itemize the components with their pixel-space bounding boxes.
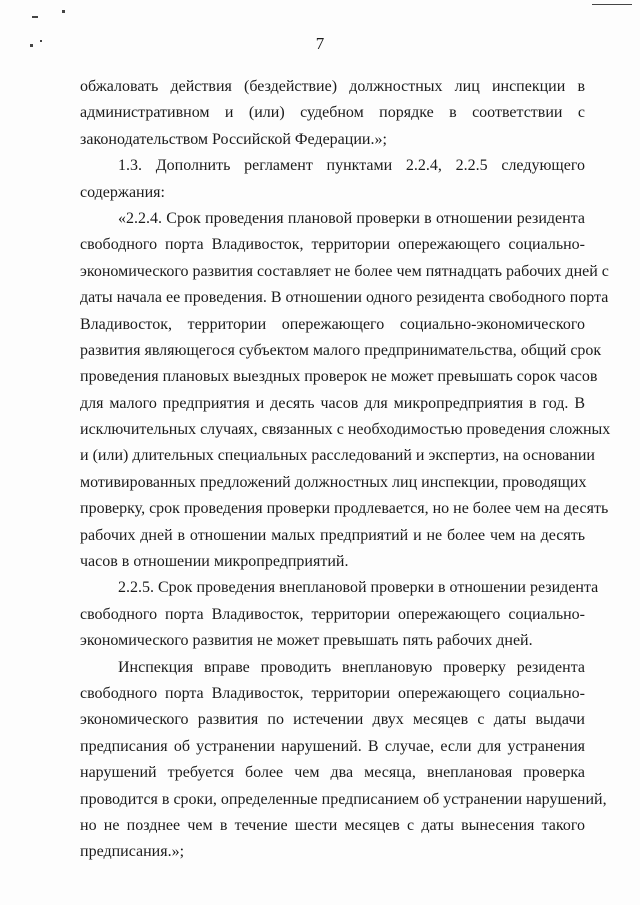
- text-line: рабочих дней в отношении малых предприятий и не более чем на десять: [80, 526, 585, 544]
- text-line: законодательством Российской Федерации.»;: [80, 130, 387, 148]
- text-line: свободного порта Владивосток, территории опережающего социально-: [80, 684, 585, 702]
- text-line: 1.3. Дополнить регламент пунктами 2.2.4, 2.2.5 следующего: [118, 157, 585, 175]
- text-line: часов в отношении микропредприятий.: [80, 553, 349, 571]
- page-number: 7: [315, 34, 325, 53]
- body-text: [80, 74, 611, 866]
- text-line: проведения плановых выездных проверок не может превышать сорок часов: [80, 368, 598, 386]
- scan-artifact: [62, 10, 65, 13]
- text-line: «2.2.4. Срок проведения плановой проверки в отношении резидента: [118, 209, 585, 227]
- text-line: даты начала ее проведения. В отношении одного резидента свободного порта: [80, 289, 609, 307]
- text-line: административном и (или) судебном порядке в соответствии с: [80, 104, 585, 122]
- text-line: свободного порта Владивосток, территории опережающего социально-: [80, 236, 585, 254]
- text-line: экономического развития не может превышать пять рабочих дней.: [80, 632, 533, 650]
- scan-artifact: [32, 16, 38, 18]
- text-line: 2.2.5. Срок проведения внеплановой проверки в отношении резидента: [118, 579, 599, 597]
- text-line: проводится в сроки, определенные предписанием об устранении нарушений,: [80, 790, 607, 808]
- text-line: проверку, срок проведения проверки продлевается, но не более чем на десять: [80, 500, 609, 518]
- scan-artifact: [592, 4, 632, 5]
- text-line: Владивосток, территории опережающего социально-экономического: [80, 315, 585, 333]
- text-line: предписания об устранении нарушений. В случае, если для устранения: [80, 737, 585, 755]
- text-line: нарушений требуется более чем два месяца, внеплановая проверка: [80, 764, 585, 782]
- text-line: мотивированных предложений должностных лиц инспекции, проводящих: [80, 473, 587, 491]
- text-line: развития являющегося субъектом малого предпринимательства, общий срок: [80, 341, 602, 359]
- text-line: экономического развития по истечении двух месяцев с даты выдачи: [80, 711, 585, 729]
- text-line: и (или) длительных специальных расследований и экспертиз, на основании: [80, 447, 595, 465]
- text-line: содержания:: [80, 183, 165, 201]
- text-line: обжаловать действия (бездействие) должностных лиц инспекции в: [80, 78, 585, 95]
- text-line: экономического развития составляет не более чем пятнадцать рабочих дней с: [80, 262, 609, 280]
- text-line: исключительных случаях, связанных с необходимостью проведения сложных: [80, 421, 611, 439]
- text-line: для малого предприятия и десять часов для микропредприятия в год. В: [80, 394, 585, 412]
- text-line: Инспекция вправе проводить внеплановую проверку резидента: [118, 658, 585, 676]
- text-line: свободного порта Владивосток, территории опережающего социально-: [80, 605, 585, 623]
- text-line: предписания.»;: [80, 843, 185, 861]
- text-line: но не позднее чем в течение шести месяцев с даты вынесения такого: [80, 816, 585, 834]
